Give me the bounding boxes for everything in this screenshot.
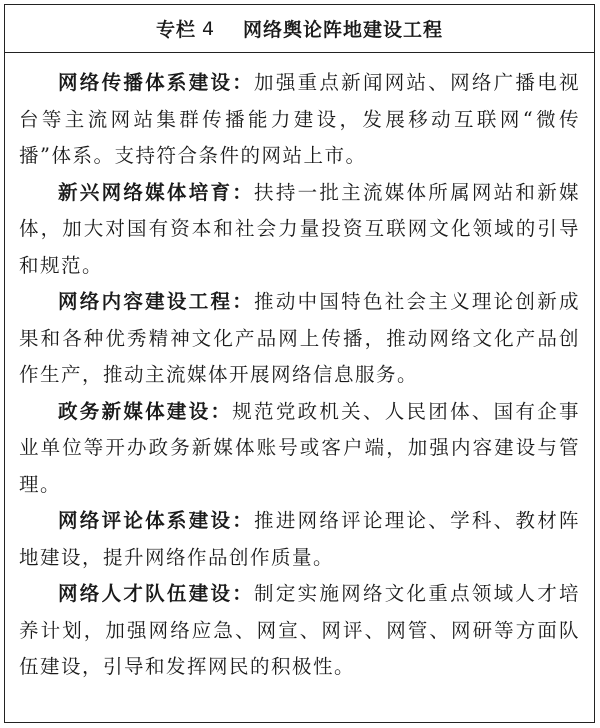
- section-heading: 网络评论体系建设：: [58, 509, 255, 532]
- section-paragraph: [19, 394, 580, 504]
- column-number: 4: [201, 17, 216, 40]
- section-heading: 网络内容建设工程：: [58, 290, 255, 313]
- section-text: 扶持一批主流媒体所属网站和新媒体，加大对国有资本和社会力量投资互联网文化领域的引导和规范。: [19, 180, 580, 277]
- section-paragraph: [19, 503, 580, 576]
- section-heading: 网络人才队伍建设：: [58, 582, 255, 605]
- section-heading: 政务新媒体建设：: [58, 399, 233, 423]
- section-paragraph: [19, 175, 580, 285]
- section-text: 推动中国特色社会主义理论创新成果和各种优秀精神文化产品网上传播，推动网络文化产品创作生产，推动主流媒体开展网络信息服务。: [19, 290, 580, 386]
- section-text: 加强重点新闻网站、网络广播电视台等主流网站集群传播能力建设，发展移动互联网“微传播”体系。支持符合条件的网站上市。: [19, 71, 580, 167]
- column-content: [5, 53, 594, 686]
- section-heading: 新兴网络媒体培育：: [58, 180, 255, 204]
- section-heading: 网络传播体系建设：: [58, 71, 255, 94]
- section-text: 推进网络评论理论、学科、教材阵地建设，提升网络作品创作质量。: [19, 509, 580, 569]
- section-paragraph: [19, 284, 580, 394]
- column-label: 专栏: [155, 19, 196, 41]
- section-paragraph: [19, 576, 580, 686]
- section-paragraph: [19, 65, 580, 175]
- column-header: [5, 5, 594, 53]
- column-title: 网络舆论阵地建设工程: [243, 19, 444, 41]
- column-box: [4, 4, 595, 723]
- section-text: 制定实施网络文化重点领域人才培养计划，加强网络应急、网宣、网评、网管、网研等方面队伍建设，引导和发挥网民的积极性。: [19, 582, 580, 678]
- section-text: 规范党政机关、人民团体、国有企事业单位等开办政务新媒体账号或客户端，加强内容建设与管理。: [19, 399, 580, 496]
